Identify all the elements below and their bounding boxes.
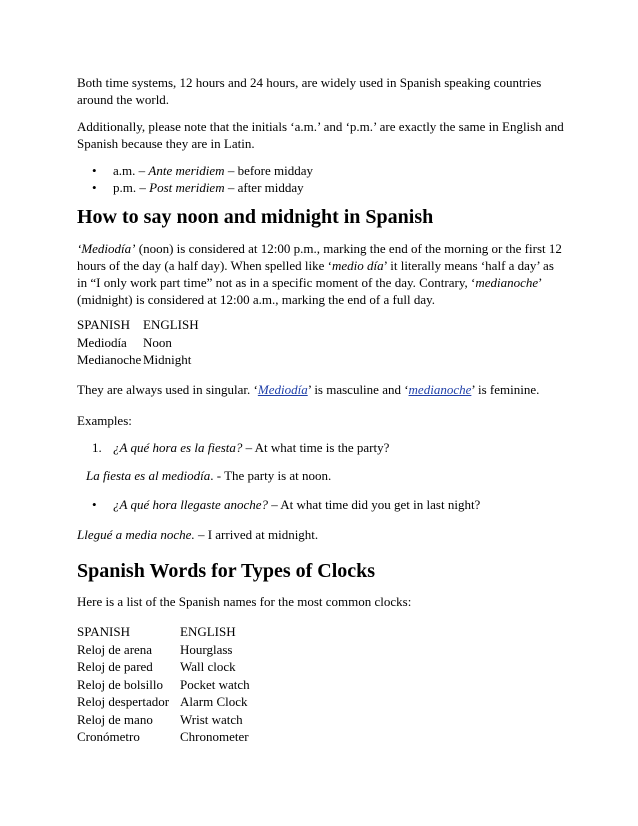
- table-row: Reloj de bolsillo Pocket watch: [77, 676, 250, 692]
- medianoche-link[interactable]: medianoche: [408, 382, 472, 397]
- mediodia-link[interactable]: Mediodía: [257, 382, 308, 397]
- noon-midnight-paragraph: ‘Mediodía’ (noon) is considered at 12:00 p.m., marking the end of the morning or the first 12 hours of the day (a half day). When spelled like ‘medio día’ it literally means ‘half a day’ as in “I only work part time” not as in a specific moment of the day. Contrary, ‘medianoche’ (midnight) is considered at 12:00 a.m., marking the end of a full day.: [77, 241, 562, 307]
- table-row: Mediodía Noon: [77, 334, 172, 350]
- example-1: 1. ¿A qué hora es la fiesta? – At what time is the party?: [92, 440, 390, 455]
- clocks-intro: Here is a list of the Spanish names for the most common clocks:: [77, 594, 412, 609]
- table-header-row: SPANISH ENGLISH: [77, 317, 199, 332]
- table-row: Reloj de pared Wall clock: [77, 659, 236, 674]
- example-1-answer: La fiesta es al mediodía. - The party is at noon.: [86, 468, 332, 483]
- table-row: Cronómetro Chronometer: [77, 729, 249, 744]
- section-heading-noon-midnight: How to say noon and midnight in Spanish: [77, 206, 434, 228]
- bullet-icon: •: [92, 180, 97, 195]
- bullet-icon: •: [92, 163, 97, 178]
- table-row: Reloj de mano Wrist watch: [77, 711, 243, 727]
- list-item: • p.m. – Post meridiem – after midday: [92, 180, 304, 195]
- intro-paragraph-2: Additionally, please note that the initials ‘a.m.’ and ‘p.m.’ are exactly the same in English and Spanish because they are in Latin.: [77, 119, 564, 151]
- table-row: Medianoche Midnight: [77, 352, 192, 367]
- clocks-table: [77, 623, 250, 746]
- table-header-row: SPANISH ENGLISH: [77, 624, 236, 639]
- table-row: Reloj de arena Hourglass: [77, 641, 233, 657]
- table-row: Reloj despertador Alarm Clock: [77, 694, 248, 709]
- list-item: • ¿A qué hora llegaste anoche? – At what time did you get in last night?: [92, 497, 481, 512]
- example-2-answer: Llegué a media noche. – I arrived at midnight.: [77, 527, 319, 542]
- list-item: • a.m. – Ante meridiem – before midday: [92, 163, 314, 178]
- example-2-list: [92, 496, 480, 513]
- section-heading-clocks: Spanish Words for Types of Clocks: [77, 560, 376, 582]
- intro-paragraph-1: Both time systems, 12 hours and 24 hours, are widely used in Spanish speaking countries around the world.: [77, 75, 542, 107]
- latin-abbreviation-list: [92, 162, 313, 196]
- bullet-icon: •: [92, 497, 97, 512]
- examples-label: Examples:: [77, 413, 132, 428]
- noon-midnight-table: [77, 316, 199, 369]
- singular-paragraph: They are always used in singular. ‘Mediodía’ is masculine and ‘medianoche’ is feminine.: [77, 382, 540, 397]
